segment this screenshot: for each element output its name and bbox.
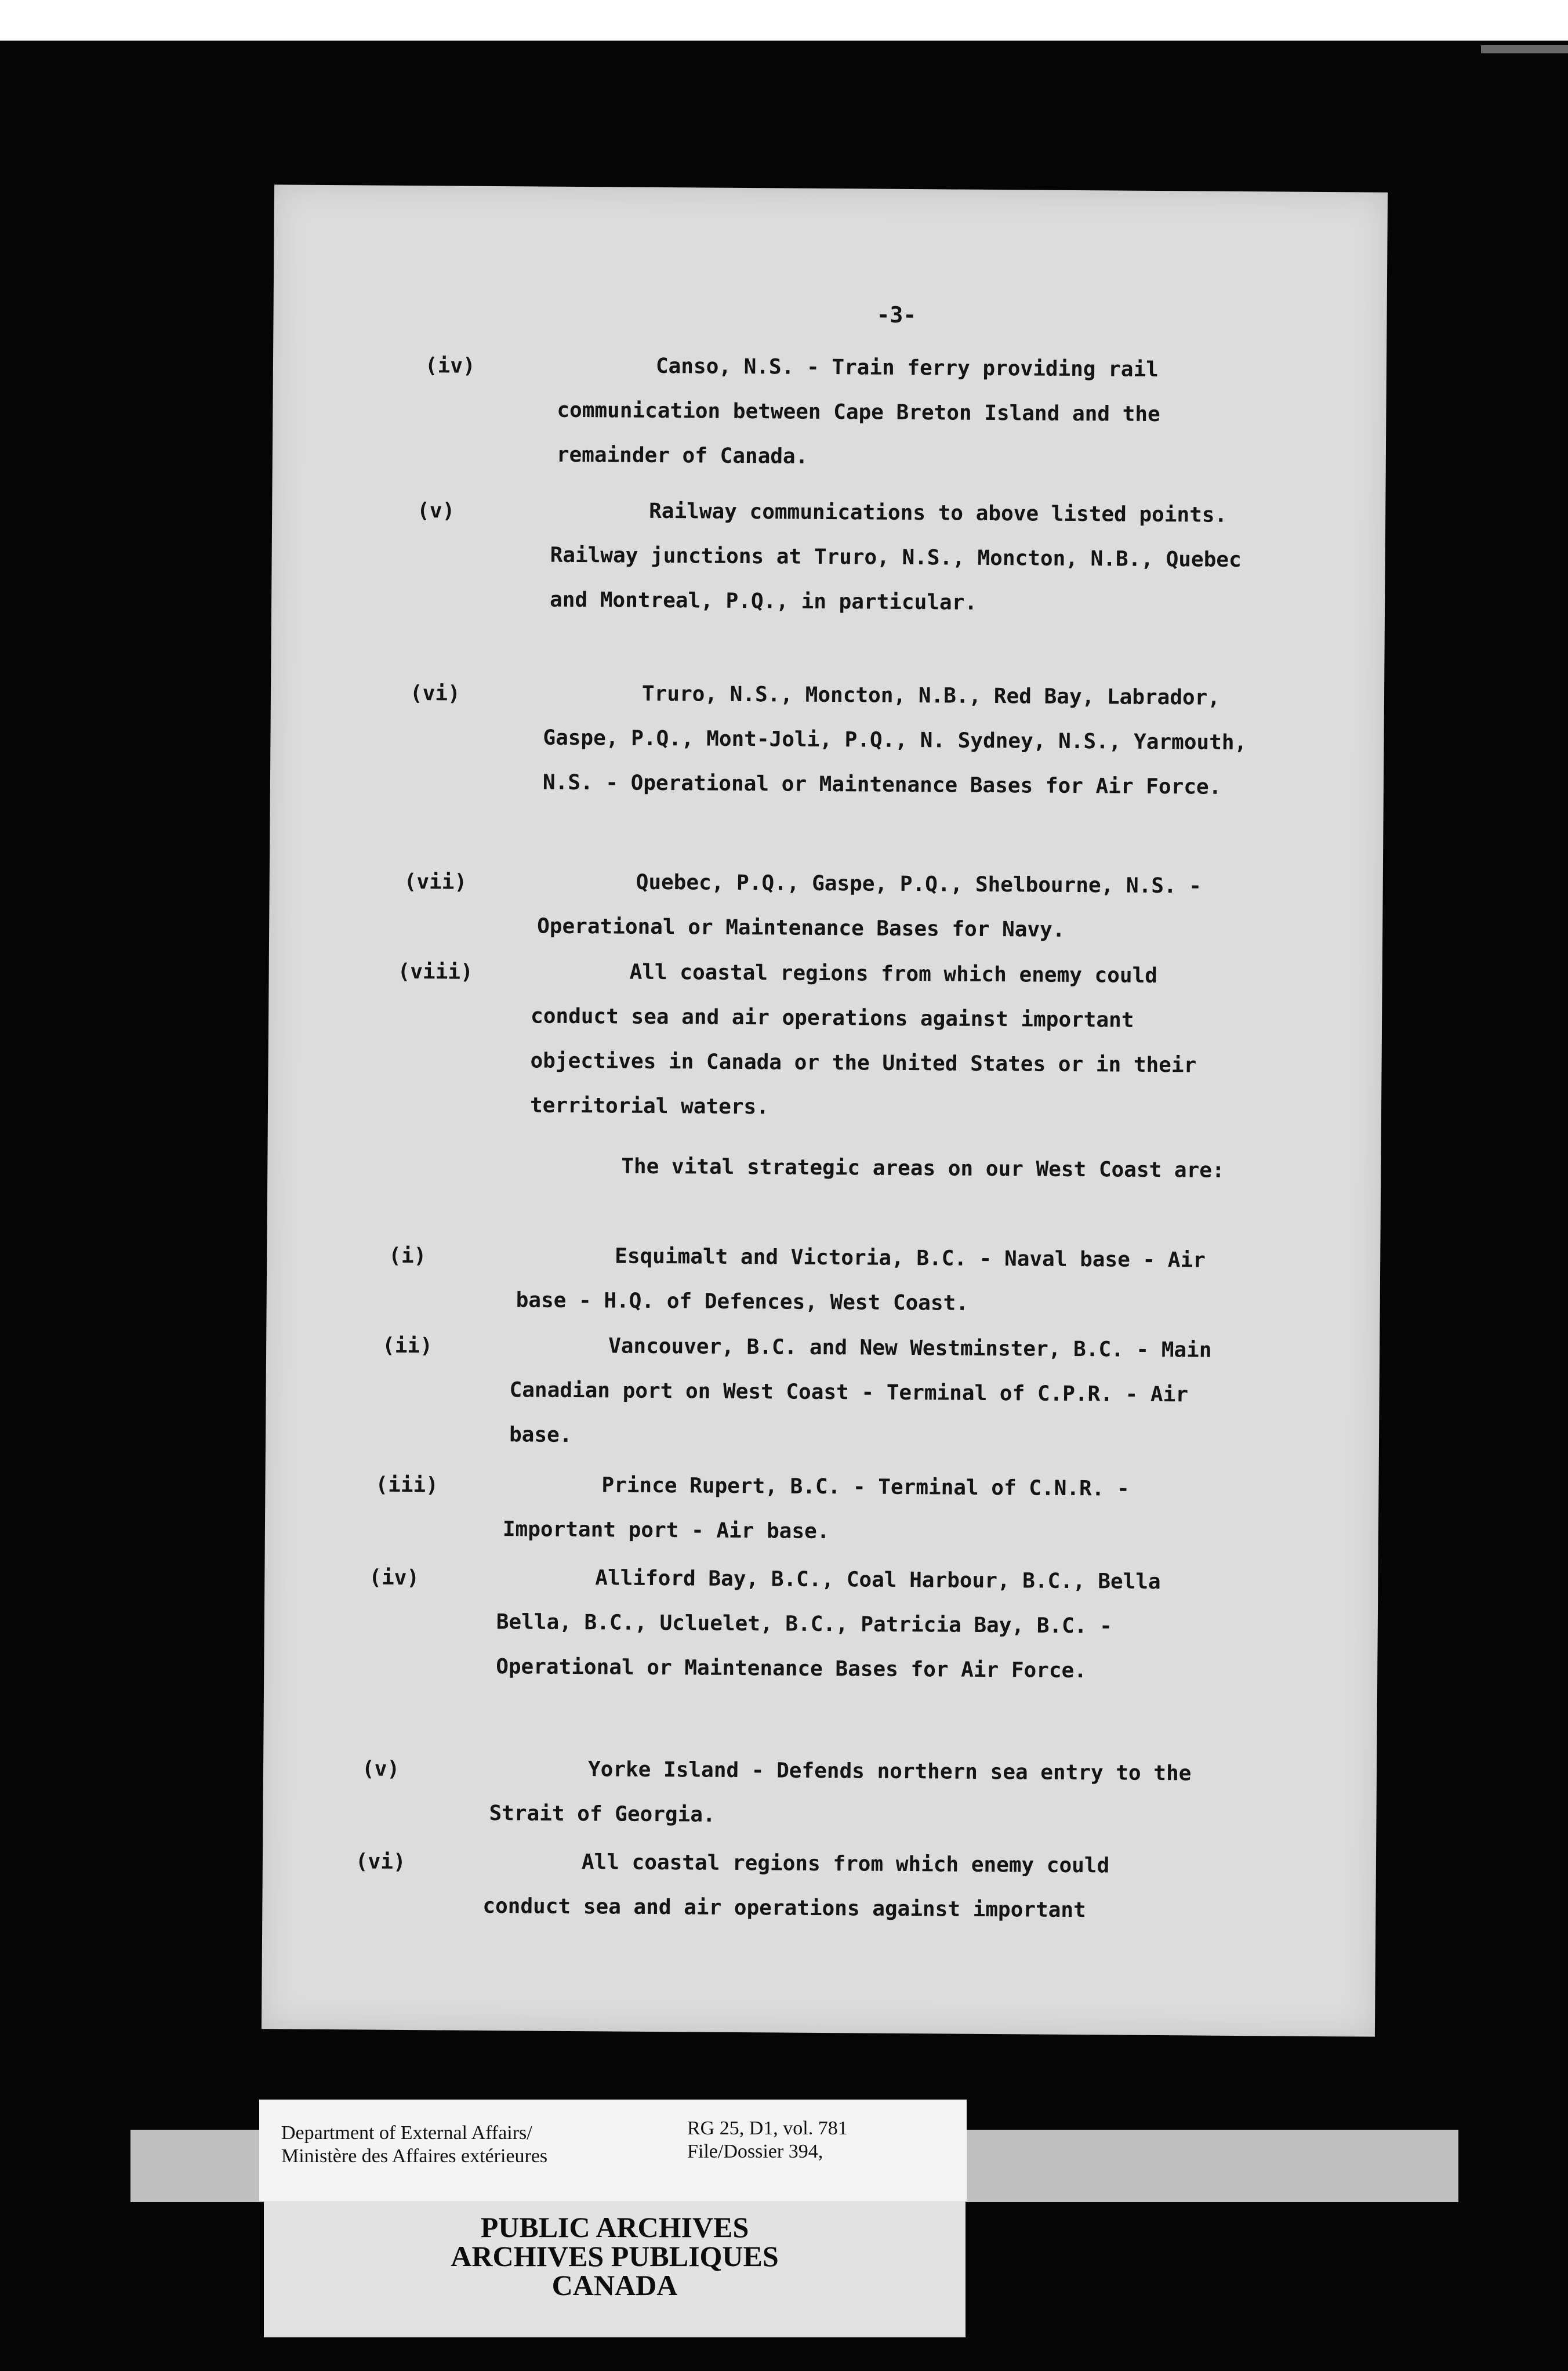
item-text: Canso, N.S. - Train ferry providing rail communication between Cape Breton Island and the remainder of Canada. xyxy=(556,354,1160,469)
item-number: (iv) xyxy=(369,1565,420,1590)
item-number: (i) xyxy=(389,1243,427,1268)
item-text: Esquimalt and Victoria, B.C. - Naval base - Air base - H.Q. of Defences, West Coast. xyxy=(516,1244,1206,1315)
item-number: (vii) xyxy=(404,869,467,894)
west-coast-intro: The vital strategic areas on our West Coast are: xyxy=(621,1154,1225,1183)
file-reference-line-2: File/Dossier 394, xyxy=(687,2141,823,2162)
stamp-line-2: ARCHIVES PUBLIQUES xyxy=(451,2240,779,2272)
stamp-line-3: CANADA xyxy=(551,2269,678,2301)
item-number: (v) xyxy=(361,1757,400,1781)
item-text: Alliford Bay, B.C., Coal Harbour, B.C., Bella Bella, B.C., Ucluelet, B.C., Patricia Bay, B.C. - Operational or Maintenance Bases for Air Force. xyxy=(496,1566,1161,1683)
item-number: (iii) xyxy=(375,1473,438,1498)
item-number: (vi) xyxy=(409,681,460,706)
item-number: (v) xyxy=(417,499,455,523)
department-line-1: Department of External Affairs/ xyxy=(281,2122,532,2144)
item-text: Truro, N.S., Moncton, N.B., Red Bay, Labrador, Gaspe, P.Q., Mont-Joli, P.Q., N. Sydney, N.S., Yarmouth, N.S. - Operational or Maintenance Bases for Air Force. xyxy=(542,681,1247,799)
stamp-line-1: PUBLIC ARCHIVES xyxy=(480,2211,749,2243)
scan-edge-mark xyxy=(1481,45,1568,53)
item-number: (vi) xyxy=(355,1850,406,1874)
item-text: Yorke Island - Defends northern sea entry to the Strait of Georgia. xyxy=(489,1757,1192,1827)
item-text: Railway communications to above listed points. Railway junctions at Truro, N.S., Moncton, N.B., Quebec and Montreal, P.Q., in particular. xyxy=(549,499,1242,615)
item-text: All coastal regions from which enemy could conduct sea and air operations against important objectives in Canada or the United States or in their territorial waters. xyxy=(529,960,1197,1119)
item-text: All coastal regions from which enemy could conduct sea and air operations against important xyxy=(482,1850,1110,1923)
scan-top-margin xyxy=(0,0,1568,41)
file-reference xyxy=(687,2117,848,2163)
page-number: -3- xyxy=(876,302,917,328)
file-reference-line-1: RG 25, D1, vol. 781 xyxy=(687,2118,848,2139)
item-number: (iv) xyxy=(424,354,476,378)
item-number: (ii) xyxy=(382,1333,433,1358)
department-line-2: Ministère des Affaires extérieures xyxy=(281,2145,548,2167)
department-label xyxy=(281,2122,547,2168)
list-item xyxy=(274,184,1388,469)
item-text: Prince Rupert, B.C. - Terminal of C.N.R. - Important port - Air base. xyxy=(502,1473,1130,1544)
item-text: Vancouver, B.C. and New Westminster, B.C. - Main Canadian port on West Coast - Terminal of C.P.R. - Air base. xyxy=(509,1334,1212,1447)
item-text: Quebec, P.Q., Gaspe, P.Q., Shelbourne, N.S. - Operational or Maintenance Bases for Navy. xyxy=(537,870,1202,942)
item-number: (viii) xyxy=(397,959,473,984)
typed-document-page xyxy=(262,184,1388,2036)
archives-stamp xyxy=(264,2213,966,2300)
